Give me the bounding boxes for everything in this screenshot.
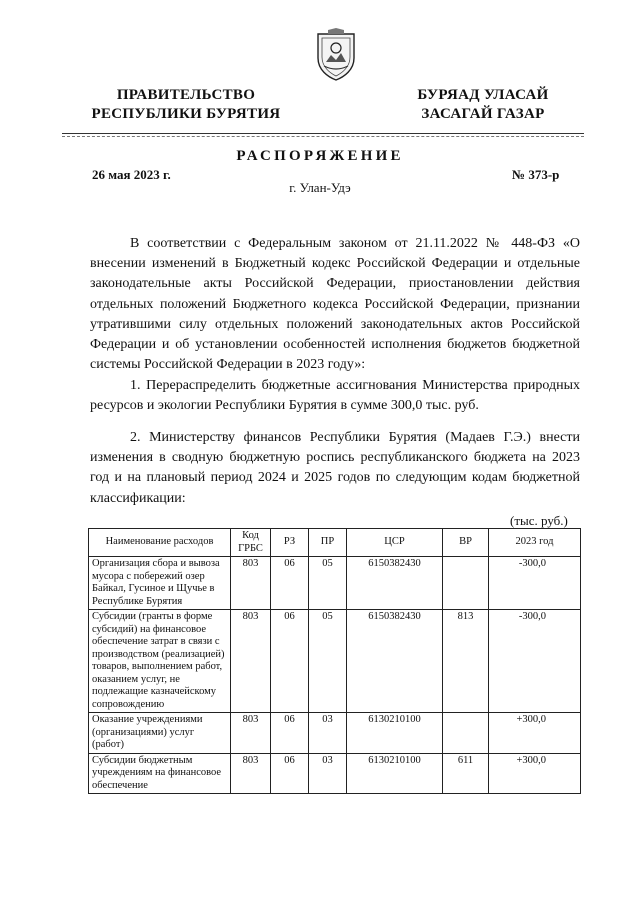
- header-grbs: Код ГРБС: [231, 529, 271, 557]
- cell-csr: 6150382430: [347, 557, 443, 610]
- body-paragraph-2: [90, 376, 580, 416]
- header-rz: РЗ: [271, 529, 309, 557]
- header-divider-dashed: [62, 136, 584, 137]
- body-paragraph-3: [90, 428, 580, 509]
- cell-grbs: 803: [231, 610, 271, 713]
- cell-pr: 03: [309, 713, 347, 754]
- budget-table: [88, 528, 581, 794]
- paragraph-text: 2. Министерству финансов Республики Бурятия (Мадаев Г.Э.) внести изменения в сводную бюджетную роспись республиканского бюджета на 2023 год и на плановый период 2024 и 2025 годов по следующим кодам бюджетной классификации:: [90, 430, 580, 506]
- table-row: [89, 557, 581, 610]
- cell-name: Оказание учреждениями (организациями) услуг (работ): [89, 713, 231, 754]
- table-row: [89, 610, 581, 713]
- cell-sum: +300,0: [489, 753, 581, 794]
- body-paragraph-1: [90, 234, 580, 375]
- header-left-line2: РЕСПУБЛИКИ БУРЯТИЯ: [91, 106, 281, 122]
- cell-rz: 06: [271, 713, 309, 754]
- cell-csr: 6150382430: [347, 610, 443, 713]
- header-vr: ВР: [443, 529, 489, 557]
- cell-pr: 03: [309, 753, 347, 794]
- cell-csr: 6130210100: [347, 713, 443, 754]
- cell-name: Организация сбора и вывоза мусора с побережий озер Байкал, Гусиное и Щучье в Республике Бурятия: [89, 557, 231, 610]
- cell-vr: 611: [443, 753, 489, 794]
- cell-name: Субсидии бюджетным учреждениям на финансовое обеспечение: [89, 753, 231, 794]
- cell-rz: 06: [271, 557, 309, 610]
- cell-vr: [443, 713, 489, 754]
- document-date: 26 мая 2023 г.: [92, 167, 171, 182]
- document-title: РАСПОРЯЖЕНИЕ: [236, 148, 404, 164]
- cell-sum: -300,0: [489, 557, 581, 610]
- paragraph-text: 1. Перераспределить бюджетные ассигнования Министерства природных ресурсов и экологии Республики Бурятия в сумме 300,0 тыс. руб.: [90, 378, 580, 414]
- paragraph-text: В соответствии с Федеральным законом от 21.11.2022 № 448-ФЗ «О внесении изменений в Бюджетный кодекс Российской Федерации и отдельные законодательные акты Российской Федерации, приостановлении действия отдельных положений Бюджетного кодекса Российской Федерации, признании утратившими силу отдельных положений законодательных актов Российской Федерации и об установлении особенностей исполнения бюджетов бюджетной системы Российской Федерации в 2023 году»:: [90, 236, 580, 373]
- header-year: 2023 год: [489, 529, 581, 557]
- cell-sum: +300,0: [489, 713, 581, 754]
- cell-rz: 06: [271, 610, 309, 713]
- cell-pr: 05: [309, 557, 347, 610]
- cell-grbs: 803: [231, 713, 271, 754]
- coat-of-arms-emblem: [314, 28, 358, 82]
- header-name: Наименование расходов: [89, 529, 231, 557]
- header-right-line1: БУРЯАД УЛАСАЙ: [417, 87, 549, 103]
- header-left-line1: ПРАВИТЕЛЬСТВО: [116, 87, 256, 103]
- table-header-row: [89, 529, 581, 557]
- cell-name: Субсидии (гранты в форме субсидий) на финансовое обеспечение затрат в связи с производством (реализацией) товаров, выполнением работ, оказанием услуг, не подлежащие казначейскому сопровождению: [89, 610, 231, 713]
- cell-vr: 813: [443, 610, 489, 713]
- document-city: г. Улан-Удэ: [289, 180, 351, 195]
- cell-grbs: 803: [231, 557, 271, 610]
- table-unit: (тыс. руб.): [510, 513, 568, 528]
- header-pr: ПР: [309, 529, 347, 557]
- table-row: [89, 753, 581, 794]
- cell-vr: [443, 557, 489, 610]
- table-row: [89, 713, 581, 754]
- header-divider: [62, 133, 584, 134]
- header-right: [398, 86, 568, 124]
- header-right-line2: ЗАСАГАЙ ГАЗАР: [421, 106, 545, 122]
- cell-grbs: 803: [231, 753, 271, 794]
- cell-pr: 05: [309, 610, 347, 713]
- cell-csr: 6130210100: [347, 753, 443, 794]
- header-csr: ЦСР: [347, 529, 443, 557]
- document-number: № 373-р: [512, 167, 560, 182]
- cell-sum: -300,0: [489, 610, 581, 713]
- cell-rz: 06: [271, 753, 309, 794]
- header-left: [86, 86, 286, 124]
